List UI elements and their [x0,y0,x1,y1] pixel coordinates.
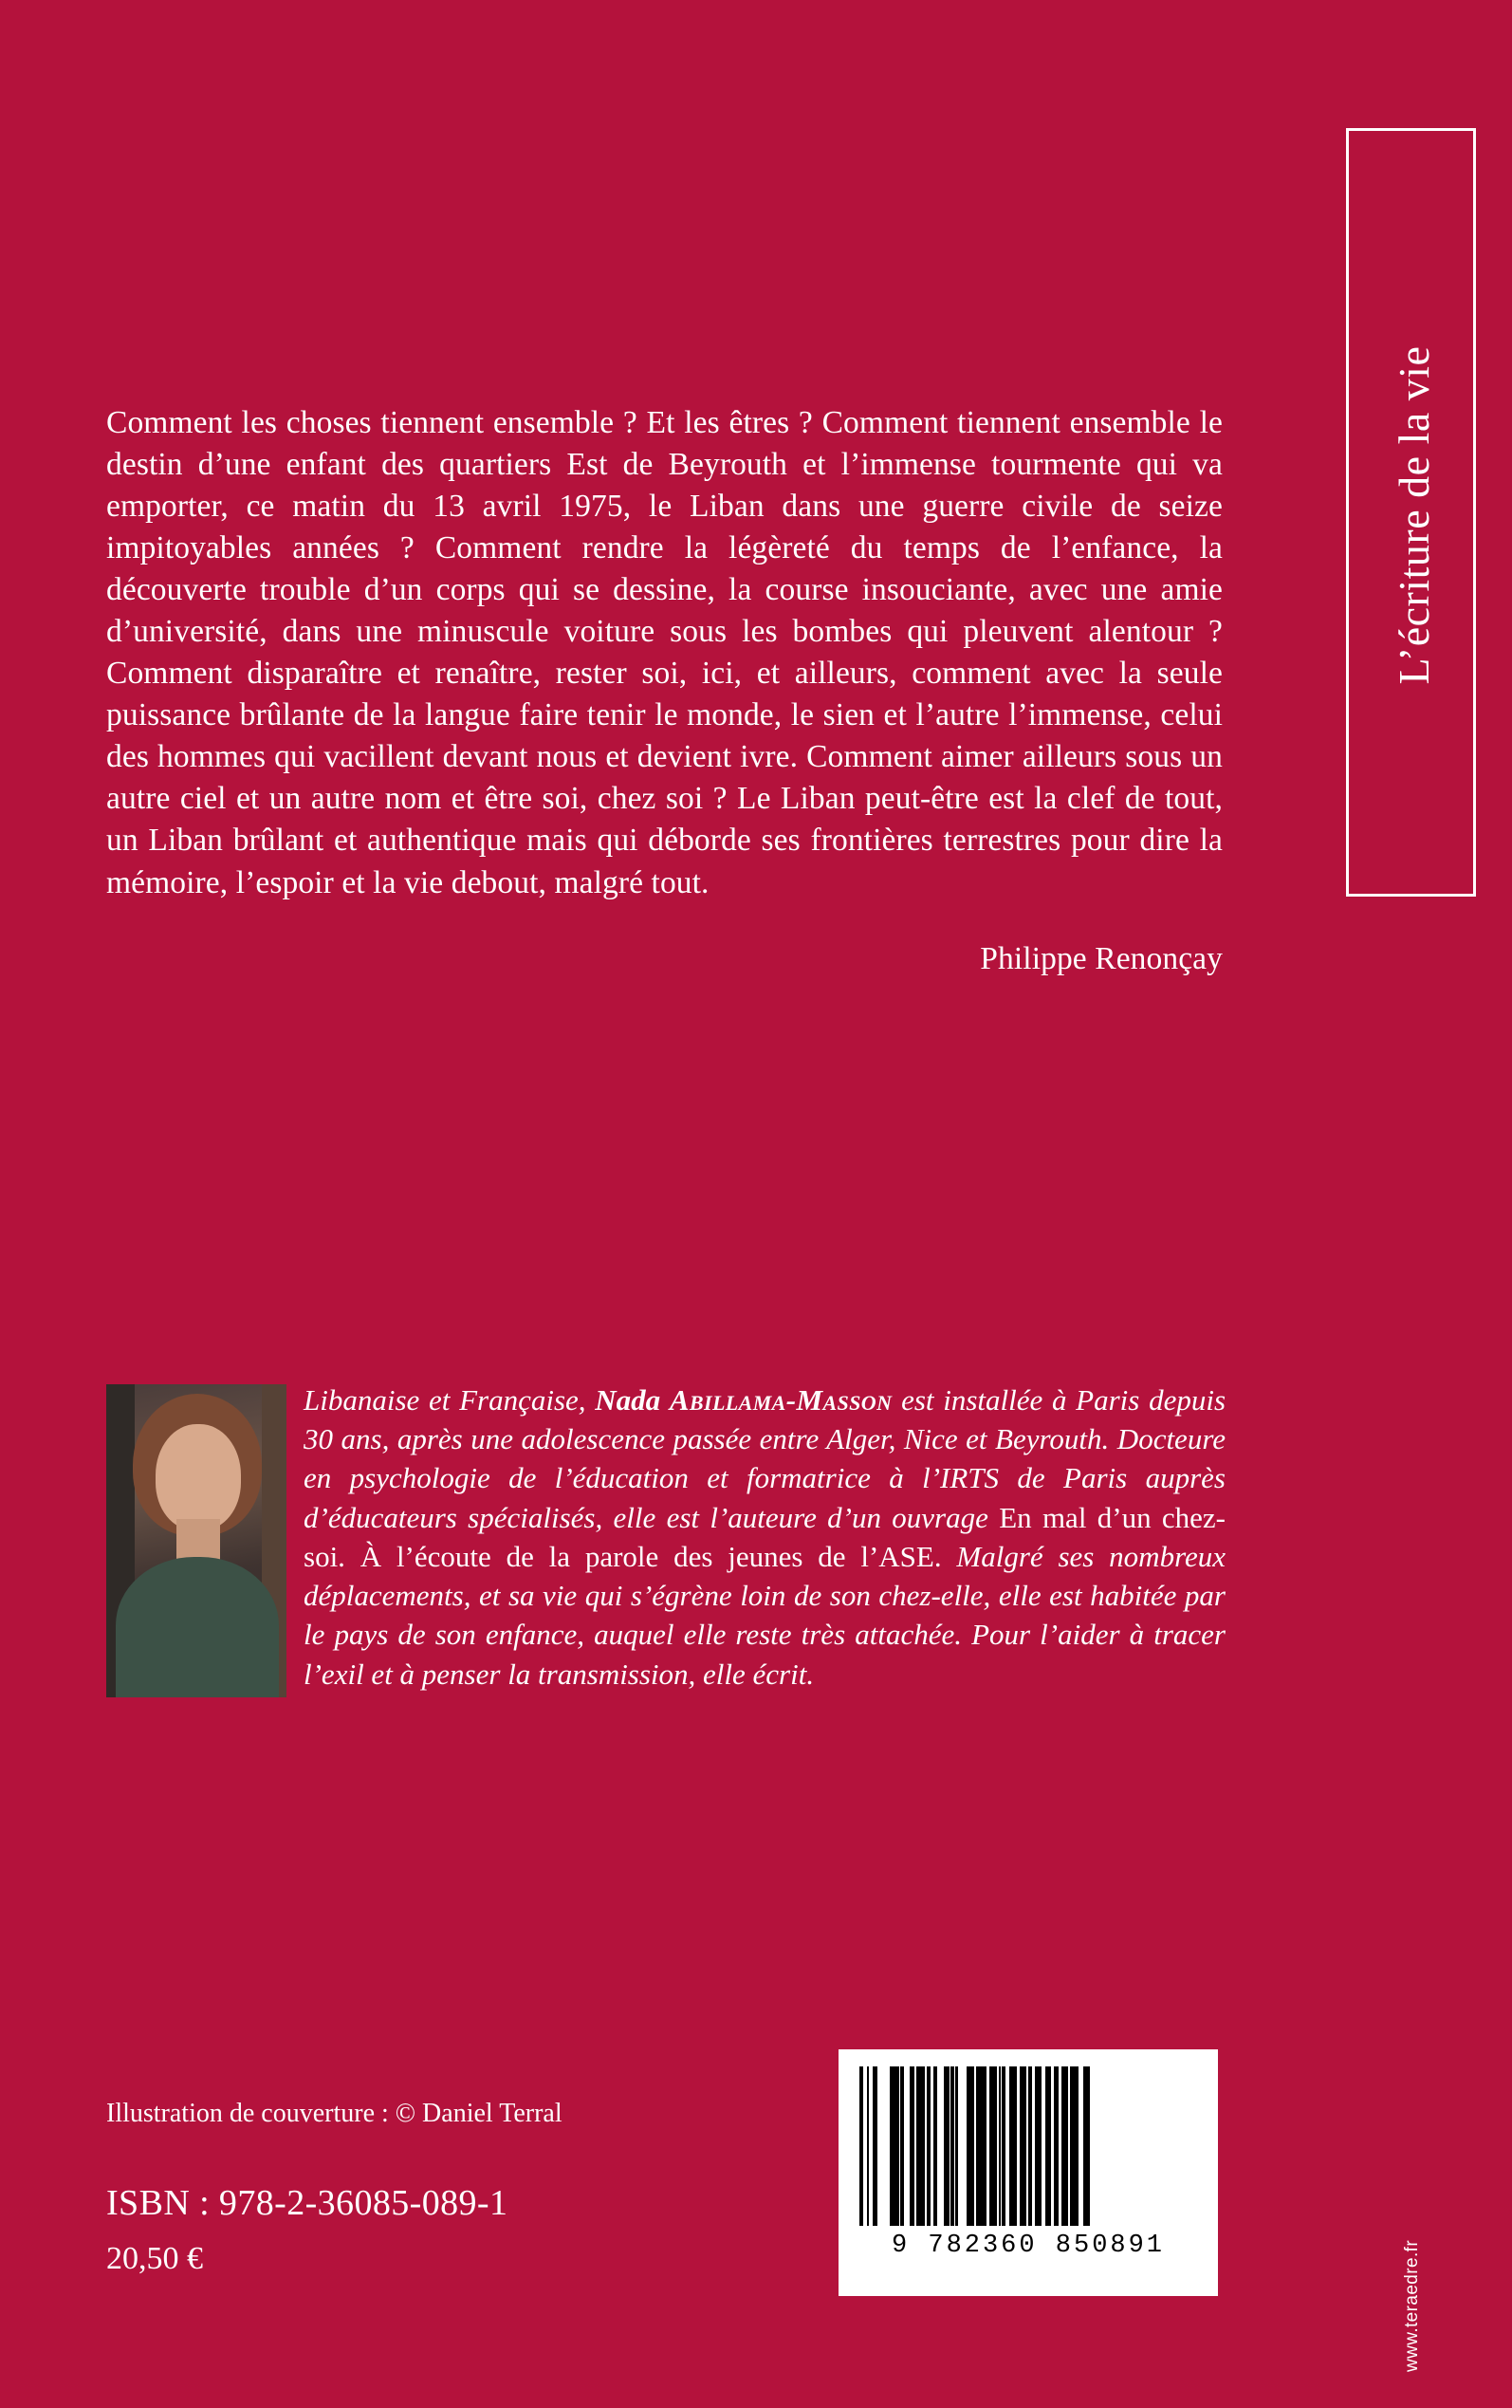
blurb-text: Comment les choses tiennent ensemble ? Et les êtres ? Comment tiennent ensemble le destin d’une enfant des quartiers Est de Beyrouth et l’immense tourmente qui va emporter, ce matin du 13 avril 1975, le Liban dans une guerre civile de seize impitoyables années ? Comment rendre la légèreté du temps de l’enfance, la découverte trouble d’un corps qui se dessine, la course insouciante, avec une amie d’université, dans une minuscule voiture sous les bombes qui pleuvent alentour ? Comment disparaître et renaître, rester soi, ici, et ailleurs, comment avec la seule puissance brûlante de la langue faire tenir le monde, le sien et l’autre l’immense, celui des hommes qui vacillent devant nous et devient ivre. Comment aimer ailleurs sous un autre ciel et un autre nom et être soi, chez soi ? Le Liban peut-être est la clef de tout, un Liban brûlant et authentique mais qui déborde ses frontières terrestres pour dire la mémoire, l’espoir et la vie debout, malgré tout. [106,405,1223,900]
illustration-credit: Illustration de couverture : © Daniel Terral [106,2099,562,2128]
barcode-digits: 9 782360 850891 [891,2232,1166,2260]
price-line: 20,50 € [106,2241,203,2276]
collection-band [1346,128,1476,897]
publisher-website: www.teraedre.fr [1402,2239,1422,2372]
bio-book-title: En mal d’un chez-soi. À l’écoute de la parole des jeunes de l’ASE. [304,1500,1226,1573]
bio-body: est installée à Paris depuis 30 ans, après une adolescence passée entre Alger, Nice et Beyrouth. Docteure en psychologie de l’éducation et formatrice à l’IRTS de Paris auprès d’éducateurs spécialisés, elle est l’auteure d’un ouvrage [304,1383,1226,1534]
back-cover-blurb [106,402,1223,980]
author-photo [106,1384,286,1697]
author-last-name: Abillama-Masson [669,1383,893,1417]
isbn-line: ISBN : 978-2-36085-089-1 [106,2183,508,2223]
blurb-signature: Philippe Renonçay [980,940,1223,976]
barcode [839,2049,1218,2296]
bio-body-continued: Malgré ses nombreux déplacements, et sa vie qui s’égrène loin de son chez-elle, elle est habitée par le pays de son enfance, auquel elle reste très attachée. Pour l’aider à tracer l’exil et à penser la transmission, elle écrit. [304,1539,1226,1691]
author-first-name: Nada [595,1383,670,1417]
author-bio [106,1380,1226,1699]
bio-intro: Libanaise et Française, [304,1383,596,1417]
collection-label: L’écriture de la vie [1390,345,1438,685]
barcode-bars [859,2066,1197,2226]
